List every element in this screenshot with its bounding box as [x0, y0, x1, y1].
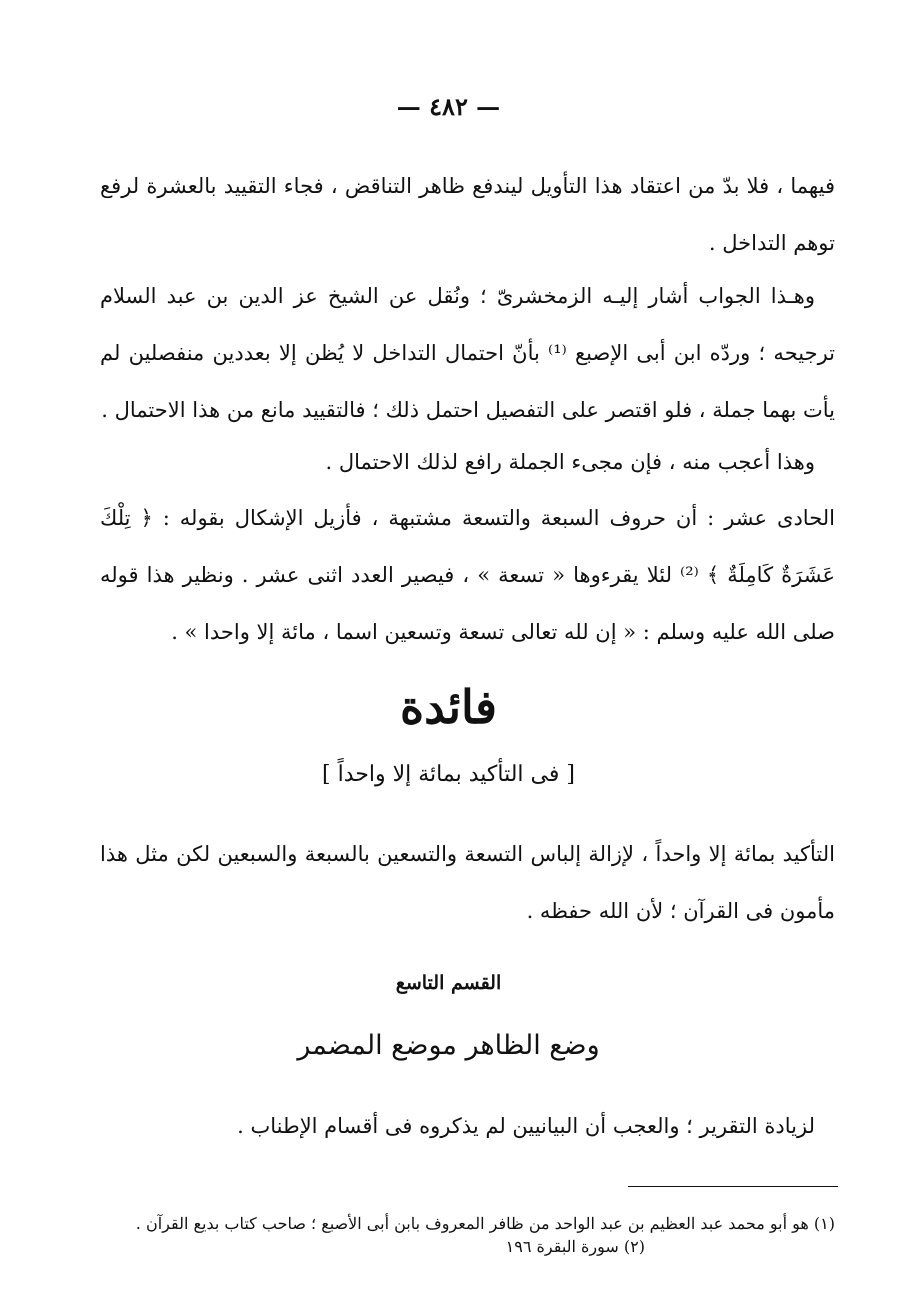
section-paragraph: [100, 1098, 835, 1155]
footnote-2: (٢) سورة البقرة ١٩٦: [505, 1237, 645, 1256]
section-paragraph-text: لزيادة التقرير ؛ والعجب أن البيانيين لم يذكروه فى أقسام الإطناب .: [237, 1114, 815, 1138]
faida-subheading: [ فى التأكيد بمائة إلا واحداً ]: [322, 762, 575, 787]
paragraph-2: [100, 268, 835, 439]
footnote-1: (١) هو أبو محمد عبد العظيم بن عبد الواحد من ظافر المعروف بابن أبى الأصبع ؛ صاحب كتاب بديع القرآن .: [135, 1214, 835, 1233]
paragraph-4: [100, 490, 835, 661]
paragraph-3-text: وهذا أعجب منه ، فإن مجىء الجملة رافع لذلك الاحتمال .: [325, 450, 815, 474]
footnotes: [100, 1212, 835, 1258]
footnote-divider: [628, 1186, 838, 1187]
section-title: القسم التاسع: [395, 972, 502, 994]
page-number: — ٤٨٢ —: [396, 92, 501, 121]
paragraph-4-text: الحادى عشر : أن حروف السبعة والتسعة مشتبهة ، فأزيل الإشكال بقوله : ﴿ تِلْكَ عَشَرَةٌ كَامِلَةٌ ﴾ ⁽²⁾ لئلا يقرءوها « تسعة » ، فيصير العدد اثنى عشر . ونظير هذا قوله صلى الله عليه وسلم : « إن لله تعالى تسعة وتسعين اسما ، مائة إلا واحدا » .: [100, 506, 835, 644]
paragraph-2-text: وهـذا الجواب أشار إليـه الزمخشرىّ ؛ ونُقل عن الشيخ عز الدين بن عبد السلام ترجيحه ؛ وردّه ابن أبى الإصبع ⁽¹⁾ بأنّ احتمال التداخل لا يُظن إلا بعددين منفصلين لم يأت بهما جملة ، فلو اقتصر على التفصيل احتمل ذلك ؛ فالتقييد مانع من هذا الاحتمال .: [100, 284, 836, 422]
faida-paragraph: [100, 826, 835, 940]
faida-heading: فائدة: [399, 680, 498, 734]
faida-paragraph-text: التأكيد بمائة إلا واحداً ، لإزالة إلباس التسعة والتسعين بالسبعة والسبعين لكن مثل هذا مأمون فى القرآن ؛ لأن الله حفظه .: [100, 842, 835, 923]
paragraph-1: [100, 158, 835, 272]
paragraph-3: [100, 434, 835, 491]
section-subtitle: وضع الظاهر موضع المضمر: [297, 1030, 600, 1061]
paragraph-1-text: فيهما ، فلا بدّ من اعتقاد هذا التأويل ليندفع ظاهر التناقض ، فجاء التقييد بالعشرة لرفع توهم التداخل .: [100, 174, 835, 255]
